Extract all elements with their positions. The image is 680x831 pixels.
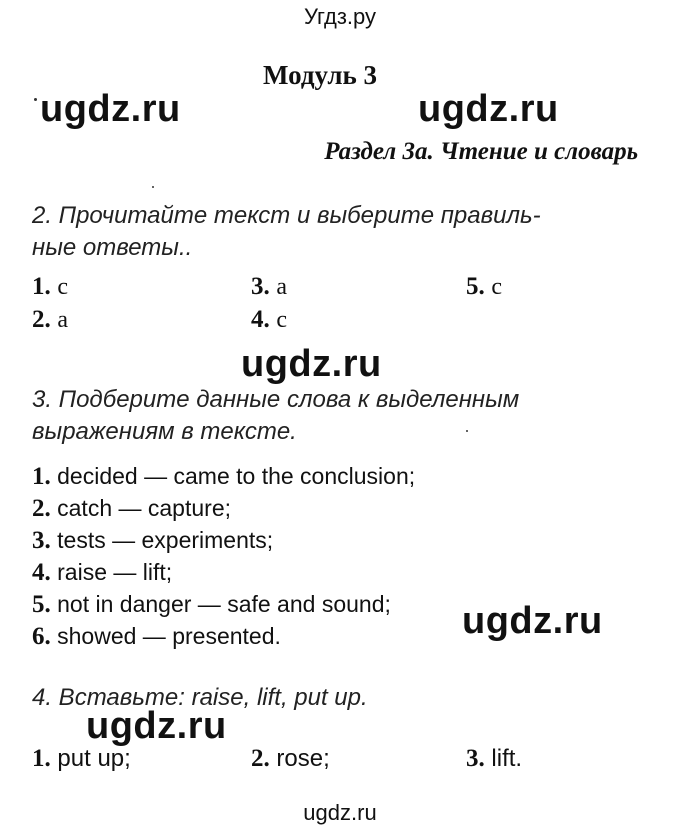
task-2-line-1: 2. Прочитайте текст и выберите правиль-	[32, 202, 541, 229]
speck	[152, 186, 154, 188]
watermark: ugdz.ru	[86, 705, 227, 747]
answer-value: с	[57, 274, 69, 300]
item-number: 5.	[32, 591, 51, 618]
module-title: Модуль 3	[262, 60, 377, 90]
answer-value: а	[276, 274, 288, 300]
task-3-list	[32, 460, 415, 652]
item-text: decided — came to the conclusion;	[57, 463, 416, 489]
item-number: 1.	[32, 463, 51, 490]
task-2-instruction	[32, 200, 541, 264]
answer-value: с	[491, 274, 503, 300]
answer-value: lift.	[491, 745, 523, 772]
site-footer: ugdz.ru	[303, 800, 377, 825]
answer-number: 5.	[466, 273, 485, 300]
item-text: raise — lift;	[57, 559, 173, 585]
item-number: 3.	[32, 527, 51, 554]
list-item	[32, 460, 415, 492]
task-2-line-2: ные ответы..	[32, 234, 193, 261]
answer-value: с	[276, 307, 288, 333]
item-text: showed — presented.	[57, 623, 281, 649]
watermark: ugdz.ru	[418, 88, 559, 130]
answer-number: 4.	[251, 306, 270, 333]
answer-value: rose;	[276, 745, 330, 772]
item-number: 2.	[32, 495, 51, 522]
watermark: ugdz.ru	[241, 343, 382, 385]
answer-number: 1.	[32, 273, 51, 300]
task-4-answer	[466, 745, 522, 773]
answer-number: 3.	[466, 745, 485, 772]
list-item	[32, 556, 415, 588]
item-text: not in danger — safe and sound;	[57, 591, 391, 617]
list-item	[32, 492, 415, 524]
item-number: 4.	[32, 559, 51, 586]
list-item	[32, 524, 415, 556]
task-4-answer	[32, 745, 131, 773]
task-3-instruction	[32, 384, 519, 448]
watermark: ugdz.ru	[462, 600, 603, 642]
answer-number: 1.	[32, 745, 51, 772]
task-2-answer	[251, 306, 287, 334]
speck	[34, 98, 37, 101]
task-4-instruction: 4. Вставьте: raise, lift, put up.	[32, 684, 368, 711]
answer-value: а	[57, 307, 69, 333]
answer-number: 3.	[251, 273, 270, 300]
answer-number: 2.	[32, 306, 51, 333]
item-number: 6.	[32, 623, 51, 650]
task-2-answer	[32, 273, 68, 301]
answer-number: 2.	[251, 745, 270, 772]
item-text: catch — capture;	[57, 495, 231, 521]
task-3-line-2: выражениям в тексте.	[32, 418, 297, 445]
watermark: ugdz.ru	[40, 88, 181, 130]
task-3-line-1: 3. Подберите данные слова к выделенным	[32, 386, 520, 413]
task-4-answer	[251, 745, 330, 773]
answer-value: put up;	[57, 745, 131, 772]
site-header: Угдз.ру	[303, 4, 377, 29]
speck	[466, 430, 468, 432]
task-2-answer	[251, 273, 287, 301]
item-text: tests — experiments;	[57, 527, 274, 553]
task-2-answer	[466, 273, 502, 301]
list-item	[32, 588, 415, 620]
list-item	[32, 620, 415, 652]
section-title: Раздел 3а. Чтение и словарь	[324, 138, 638, 165]
task-2-answer	[32, 306, 68, 334]
